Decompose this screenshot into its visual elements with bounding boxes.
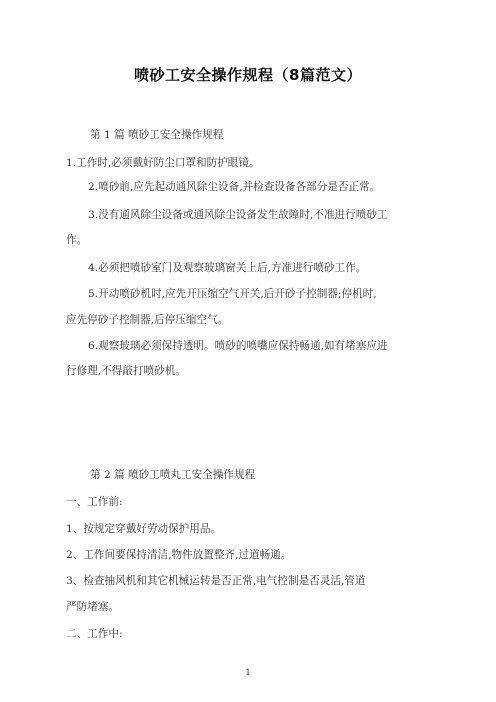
- section-1-line: 3.没有通风除尘设备或通风除尘设备发生故障时,不准进行喷砂工: [88, 209, 388, 221]
- section-1-line: 1.工作时,必须戴好防尘口罩和防护眼镜。: [66, 157, 260, 169]
- section-1-line: 行修理,不得敲打喷砂机。: [66, 365, 186, 377]
- section-2-line: 1、按规定穿戴好劳动保护用品。: [66, 523, 222, 535]
- section-2-line: 2、工作间要保持清洁,物件放置整齐,过道畅通。: [66, 549, 292, 561]
- section-2-heading: 第 2 篇 喷砂工喷丸工安全操作规程: [90, 469, 256, 481]
- section-1-line: 作。: [66, 234, 88, 246]
- section-2-line: 3、检查抽风机和其它机械运转是否正常,电气控制是否灵活,管道: [66, 575, 366, 587]
- section-2-line: 二、工作中:: [66, 628, 123, 640]
- section-1-heading: 第 1 篇 喷砂工安全操作规程: [90, 129, 224, 141]
- section-1-line: 2.喷砂前,应先起动通风除尘设备,并检查设备各部分是否正常。: [88, 181, 381, 193]
- section-2-line: 一、工作前:: [66, 496, 123, 508]
- section-1-line: 应先停砂子控制器,后停压缩空气。: [66, 314, 229, 326]
- page-number: 1: [245, 668, 251, 677]
- section-1-line: 5.开动喷砂机时,应先开压缩空气开关,后开砂子控制器;停机时,: [88, 288, 377, 300]
- section-1-line: 4.必须把喷砂室门及观察玻璃窗关上后,方准进行喷砂工作。: [88, 262, 367, 274]
- section-2-line: 严防堵塞。: [66, 601, 119, 613]
- document-title: 喷砂工安全操作规程（8篇范文）: [134, 66, 362, 84]
- section-1-line: 6.观察玻璃必须保持透明。喷砂的喷嘴应保持畅通,如有堵塞应进: [88, 340, 388, 352]
